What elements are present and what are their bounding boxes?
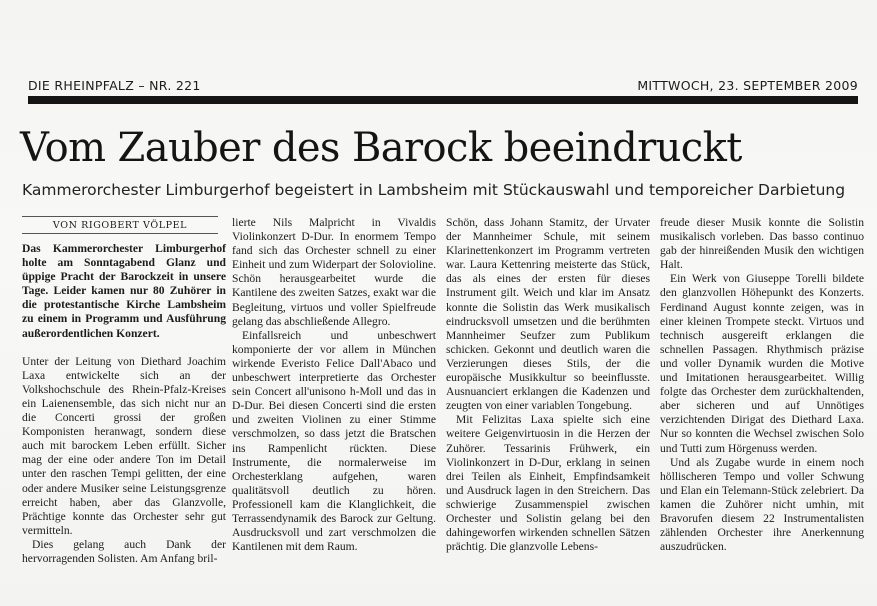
column-4	[660, 216, 864, 554]
column-2	[232, 216, 436, 554]
body-paragraph: Ein Werk von Giuseppe Torelli bildete den glanzvollen Höhepunkt des Konzerts. Ferdinand August konnte zeigen, was in einer kleinen Trompete steckt. Virtuos und technisch ausgereift erklangen die schnellen Passagen. Rhythmisch präzise und voller Dynamik wurden die Motive und Imitationen herausgearbeitet. Willig folgte das Orchester dem zurückhaltenden, aber sicheren und auf Unnötiges verzichtenden Dirigat des Diethard Laxa. Nur so konnten die Wechsel zwischen Solo und Tutti zum Hörgenuss werden.	[660, 272, 864, 455]
lead-paragraph: Das Kammerorchester Limburgerhof holte am Sonntagabend Glanz und üppige Pracht der Barockzeit in unsere Tage. Leider kamen nur 80 Zuhörer in die protestantische Kirche Lambsheim zu einem in Programm und Ausführung außerordentlichen Konzert.	[22, 242, 226, 340]
body-paragraph: Und als Zugabe wurde in einem noch höllischeren Tempo und voller Schwung und Elan ein Telemann-Stück zelebriert. Da kamen die Zuhörer nicht umhin, mit Bravorufen diesem 22 Instrumentalisten zählenden Orchester ihre Anerkennung auszudrücken.	[660, 455, 864, 554]
body-paragraph: Unter der Leitung von Diethard Joachim Laxa entwickelte sich an der Volkshochschule des Rhein-Pfalz-Kreises ein Laienensemble, das sich nicht nur an die Concerti grossi der großen Komponisten heranwagt, sondern diese auch mit barockem Leben erfüllt. Sicher mag der eine oder andere Ton im Detail unter den raschen Tempi gelitten, der eine oder andere Musiker seine Leistungsgrenze erreicht haben, aber das Glanzvolle, Prächtige konnte das Orchester sehr gut vermitteln.	[22, 354, 226, 537]
masthead	[28, 78, 858, 96]
subheadline: Kammerorchester Limburgerhof begeistert in Lambsheim mit Stückauswahl und temporeicher Darbietung	[22, 181, 846, 199]
body-paragraph: lierte Nils Malpricht in Vivaldis Violinkonzert D-Dur. In enormem Tempo fand sich das Orchester schnell zu einer Einheit und zum Widerpart der Solovioline. Schön herausgearbeitet wurde die Kantilene des zweiten Satzes, exakt war die Begleitung, virtuos und voller Spielfreude gelang das abschließende Allegro.	[232, 216, 436, 328]
issue-date: MITTWOCH, 23. SEPTEMBER 2009	[637, 78, 858, 93]
column-3	[446, 216, 650, 554]
body-paragraph: Mit Felizitas Laxa spielte sich eine weitere Geigenvirtuosin in die Herzen der Zuhörer. Tessarinis Frühwerk, ein Violinkonzert in D-Dur, erklang in seinen drei Teilen als Einheit, Empfindsamkeit und Ausdruck lagen in den Streichern. Das schwierige Zusammenspiel zwischen Orchester und Solistin gelang bei den dahingeworfen wirkenden schnellen Sätzen prächtig. Die glanzvolle Lebens-	[446, 413, 650, 554]
body-paragraph: Einfallsreich und unbeschwert komponierte der vor allem in München wirkende Everisto Felice Dall'Abaco und unbeschwert interpretierte das Orchester sein Concert all'unisono h-Moll und das in D-Dur. Bei diesen Concerti sind die ersten und zweiten Violinen zu einer Stimme verschmolzen, so dass jetzt die Bratschen ins Rampenlicht rückten. Diese Instrumente, die normalerweise im Orchesterklang aufgehen, waren qualitätsvoll deutlich zu hören. Professionell kam die Klanglichkeit, die Terrassendynamik des Barock zur Geltung. Ausdrucksvoll und zart verschmolzen die Kantilenen mit dem Raum.	[232, 328, 436, 554]
body-paragraph: Schön, dass Johann Stamitz, der Urvater der Mannheimer Schule, mit seinem Klarinettenkonzert im Programm vertreten war. Laura Kettenring meisterte das Stück, das als eines der ersten für dieses Instrument gilt. Weich und klar im Ansatz konnte die Solistin das Werk musikalisch eindrucksvoll umsetzen und die berühmten Mannheimer Seufzer zum Publikum schicken. Gekonnt und deutlich waren die Verzierungen dieses Stils, der die europäische Musikkultur so beeinflusste. Ausnuanciert erklangen die Kadenzen und zeugten von einer variablen Tongebung.	[446, 216, 650, 413]
body-paragraph: freude dieser Musik konnte die Solistin musikalisch vorleben. Das basso continuo gab der hinreißenden Musik den wichtigen Halt.	[660, 216, 864, 272]
byline: VON RIGOBERT VÖLPEL	[22, 216, 218, 234]
column-1	[22, 242, 226, 566]
body-paragraph: Dies gelang auch Dank der hervorragenden Solisten. Am Anfang bril-	[22, 537, 226, 565]
paper-name: DIE RHEINPFALZ – NR. 221	[28, 78, 201, 93]
headline: Vom Zauber des Barock beeindruckt	[20, 125, 742, 171]
masthead-rule	[28, 96, 858, 104]
